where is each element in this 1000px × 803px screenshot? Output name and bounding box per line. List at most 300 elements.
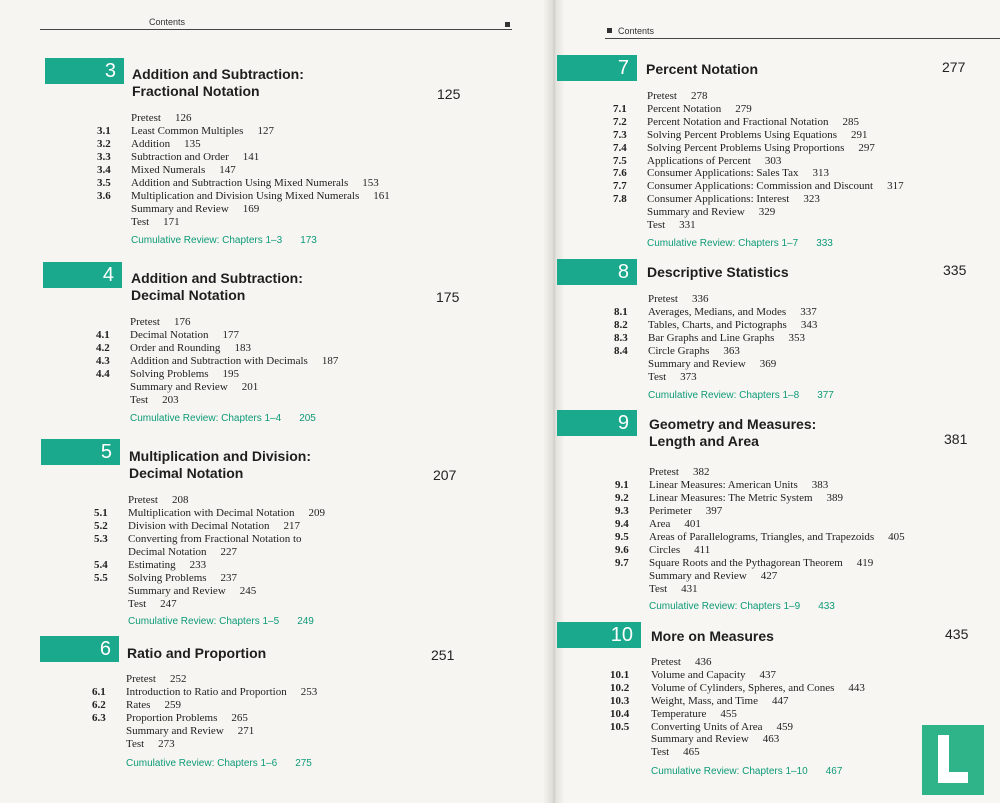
cumulative-review-link[interactable] xyxy=(648,390,834,401)
section-title xyxy=(651,733,779,746)
chapter-number: 5 xyxy=(100,441,112,463)
section-title-text: Decimal Notation xyxy=(130,329,209,341)
chapter-number-bar xyxy=(41,439,120,465)
chapter-page-number: 381 xyxy=(944,431,968,447)
chapter-title[interactable]: Decimal Notation xyxy=(131,287,246,303)
section-page-number: 323 xyxy=(803,193,820,206)
section-page-number: 279 xyxy=(735,102,752,115)
section-title-text: Proportion Problems xyxy=(126,712,218,724)
chapter-number: 8 xyxy=(617,261,629,283)
section-page-number: 443 xyxy=(848,681,865,694)
section-title xyxy=(651,721,793,734)
section-page-number: 465 xyxy=(683,746,700,759)
cumulative-review-link[interactable] xyxy=(131,235,317,246)
l-logo-icon xyxy=(922,725,984,795)
section-title-text: Test xyxy=(128,598,147,610)
section-number: 5.3 xyxy=(94,533,108,545)
toc-entry[interactable] xyxy=(0,746,700,759)
section-page-number: 227 xyxy=(220,546,238,558)
section-title-text: Circle Graphs xyxy=(648,345,710,357)
section-page-number: 265 xyxy=(231,712,248,724)
section-page-number: 259 xyxy=(164,699,181,711)
section-title xyxy=(131,177,379,190)
cumulative-review-page: 205 xyxy=(299,413,316,424)
cumulative-review-link[interactable] xyxy=(649,601,835,612)
section-title-text: Percent Notation xyxy=(647,102,722,115)
section-page-number: 195 xyxy=(222,368,240,380)
section-title-text: Subtraction and Order xyxy=(131,151,229,163)
section-number: 9.1 xyxy=(615,479,629,491)
section-title xyxy=(128,494,188,507)
section-title xyxy=(648,371,697,384)
section-title-text: Pretest xyxy=(131,112,161,124)
section-title-text: Estimating xyxy=(128,559,176,571)
section-page-number: 459 xyxy=(776,720,794,733)
section-page-number: 369 xyxy=(759,358,777,370)
section-page-number: 209 xyxy=(308,507,325,519)
section-title xyxy=(648,358,776,371)
section-title-text: Perimeter xyxy=(649,505,692,517)
section-title xyxy=(130,381,258,394)
section-number: 10.4 xyxy=(610,707,630,720)
section-title-text: Linear Measures: The Metric System xyxy=(649,492,813,504)
section-title xyxy=(126,725,254,738)
section-title xyxy=(649,544,710,557)
chapter-number-bar xyxy=(557,259,637,285)
chapter-page-number: 277 xyxy=(942,59,966,75)
section-number: 10.5 xyxy=(610,720,630,733)
section-title-text: Order and Rounding xyxy=(130,342,221,354)
section-title xyxy=(649,583,698,596)
section-title-text: Percent Notation and Fractional Notation xyxy=(647,115,829,128)
chapter-number-bar xyxy=(45,58,124,84)
section-title-text: Pretest xyxy=(649,466,679,478)
section-page-number: 252 xyxy=(169,673,187,685)
cumulative-review-label: Cumulative Review: Chapters 1–4 xyxy=(130,413,282,424)
section-title xyxy=(649,518,701,531)
section-title xyxy=(128,572,237,585)
section-number: 3.2 xyxy=(97,138,111,150)
section-page-number: 271 xyxy=(237,725,255,737)
section-page-number: 176 xyxy=(173,316,191,328)
chapter-number: 9 xyxy=(617,412,629,434)
section-number: 8.4 xyxy=(614,345,628,357)
chapter-title[interactable]: Percent Notation xyxy=(646,61,759,77)
section-page-number: 245 xyxy=(239,585,257,597)
section-title-text: Pretest xyxy=(648,293,678,305)
logo-letter xyxy=(938,735,968,783)
section-title-text: Summary and Review xyxy=(649,570,747,582)
section-page-number: 153 xyxy=(362,177,379,189)
chapter-page-number: 435 xyxy=(945,626,969,642)
toc-entry[interactable] xyxy=(0,306,817,319)
section-number: 6.3 xyxy=(92,712,106,724)
chapter-title[interactable]: Ratio and Proportion xyxy=(127,645,267,661)
cumulative-review-link[interactable] xyxy=(128,616,314,627)
section-title xyxy=(128,520,300,533)
section-number: 7.6 xyxy=(613,167,627,180)
section-title xyxy=(649,479,828,492)
section-title-text: Pretest xyxy=(128,494,158,506)
chapter-page-number: 207 xyxy=(433,467,457,483)
section-number: 6.2 xyxy=(92,699,106,711)
section-number: 5.4 xyxy=(94,559,108,571)
section-page-number: 317 xyxy=(887,180,904,193)
section-title xyxy=(131,112,191,125)
section-title xyxy=(648,332,805,345)
section-title-text: Pretest xyxy=(647,90,677,102)
chapter-number: 10 xyxy=(610,624,633,646)
cumulative-review-label: Cumulative Review: Chapters 1–6 xyxy=(126,758,278,769)
cumulative-review-label: Cumulative Review: Chapters 1–10 xyxy=(651,766,808,777)
section-title xyxy=(651,682,865,695)
cumulative-review-page: 467 xyxy=(825,766,843,777)
section-page-number: 303 xyxy=(764,154,782,167)
chapter-title[interactable]: Geometry and Measures: xyxy=(649,416,817,432)
section-title-text: Addition and Subtraction Using Mixed Numerals xyxy=(131,177,349,189)
section-number: 4.2 xyxy=(96,342,110,354)
section-title xyxy=(649,492,843,505)
chapter-title[interactable]: Descriptive Statistics xyxy=(647,264,789,280)
chapter-title[interactable]: Fractional Notation xyxy=(132,83,260,99)
section-page-number: 126 xyxy=(174,112,192,124)
toc-entry[interactable] xyxy=(0,479,829,492)
section-number: 9.2 xyxy=(615,492,629,504)
chapter-number-bar xyxy=(557,410,637,436)
section-page-number: 127 xyxy=(257,125,274,137)
header-square-left xyxy=(505,22,510,27)
section-number: 3.3 xyxy=(97,151,111,163)
section-title-text: Addition xyxy=(131,138,171,150)
section-page-number: 237 xyxy=(220,572,238,584)
section-page-number: 169 xyxy=(242,203,260,215)
chapter-number: 3 xyxy=(104,60,116,82)
section-title-text: Converting Units of Area xyxy=(651,720,763,733)
section-title xyxy=(649,531,905,544)
section-page-number: 437 xyxy=(759,668,776,681)
section-number: 7.1 xyxy=(613,102,627,115)
section-page-number: 373 xyxy=(680,371,697,383)
section-page-number: 187 xyxy=(321,355,339,367)
chapter-page-number: 125 xyxy=(437,86,461,102)
section-title xyxy=(131,138,201,151)
section-title-text: Applications of Percent xyxy=(647,154,751,167)
section-page-number: 463 xyxy=(762,733,780,746)
section-title-text: Pretest xyxy=(130,316,160,328)
section-title xyxy=(648,306,817,319)
cumulative-review-link[interactable] xyxy=(651,766,842,777)
section-number: 9.7 xyxy=(615,557,629,569)
section-page-number: 217 xyxy=(283,520,300,532)
section-title-text: Summary and Review xyxy=(651,733,749,746)
section-title xyxy=(649,570,777,583)
section-number: 10.2 xyxy=(610,681,630,694)
chapter-title[interactable]: Addition and Subtraction: xyxy=(131,270,303,286)
section-number: 5.5 xyxy=(94,572,108,584)
section-title-text: Least Common Multiples xyxy=(131,125,244,137)
section-page-number: 253 xyxy=(300,686,318,698)
chapter-number-bar xyxy=(557,622,641,648)
section-title xyxy=(651,669,776,682)
section-title-text: Volume of Cylinders, Spheres, and Cones xyxy=(651,681,835,694)
section-number: 3.1 xyxy=(97,125,111,137)
running-head-right: Contents xyxy=(618,26,655,36)
cumulative-review-page: 377 xyxy=(817,390,834,401)
header-rule-left xyxy=(40,29,512,30)
section-page-number: 147 xyxy=(219,164,236,176)
section-title xyxy=(651,695,788,708)
header-rule-right xyxy=(605,38,1000,39)
section-title xyxy=(647,90,707,103)
section-title xyxy=(130,316,190,329)
section-title-text: Summary and Review xyxy=(648,358,746,370)
section-title xyxy=(647,180,904,193)
section-title-text: Summary and Review xyxy=(647,206,745,219)
section-title xyxy=(649,557,873,570)
section-page-number: 401 xyxy=(684,518,701,530)
section-number: 8.1 xyxy=(614,306,628,318)
section-page-number: 297 xyxy=(858,141,875,154)
section-page-number: 353 xyxy=(788,332,805,344)
section-title-text: Rates xyxy=(126,699,151,711)
section-title xyxy=(126,738,175,751)
section-title-text: Test xyxy=(648,371,667,383)
section-title-text: Weight, Mass, and Time xyxy=(651,694,758,707)
section-title xyxy=(647,129,868,142)
toc-entry[interactable] xyxy=(0,394,179,407)
section-page-number: 383 xyxy=(811,479,829,491)
cumulative-review-link[interactable] xyxy=(126,758,312,769)
section-title xyxy=(647,193,820,206)
section-title xyxy=(130,329,239,342)
section-number: 4.4 xyxy=(96,368,110,380)
section-page-number: 203 xyxy=(162,394,179,406)
section-title-text: Solving Percent Problems Using Equations xyxy=(647,128,838,141)
section-page-number: 247 xyxy=(160,598,177,610)
section-title xyxy=(647,219,696,232)
section-title xyxy=(651,656,711,669)
section-page-number: 431 xyxy=(681,583,698,595)
section-title-text: Consumer Applications: Interest xyxy=(647,193,790,206)
section-title-text: Areas of Parallelograms, Triangles, and Trapezoids xyxy=(649,531,875,543)
section-page-number: 161 xyxy=(373,190,390,202)
chapter-page-number: 335 xyxy=(943,262,967,278)
section-title-text: Test xyxy=(131,216,150,228)
section-title xyxy=(647,142,875,155)
cumulative-review-link[interactable] xyxy=(647,238,833,249)
section-title-text: Test xyxy=(647,219,666,231)
section-title xyxy=(128,507,325,520)
section-page-number: 389 xyxy=(826,492,844,504)
section-title xyxy=(130,368,239,381)
section-title-text: Test xyxy=(126,738,145,750)
chapter-title[interactable]: Length and Area xyxy=(649,433,759,449)
section-number: 7.7 xyxy=(613,180,627,193)
section-number: 3.4 xyxy=(97,164,111,176)
section-title-text: Division with Decimal Notation xyxy=(128,520,270,532)
section-page-number: 427 xyxy=(760,570,778,582)
section-title xyxy=(128,559,206,572)
section-title xyxy=(651,708,737,721)
section-title-text: Averages, Medians, and Modes xyxy=(648,306,787,318)
section-title xyxy=(651,746,700,759)
section-title xyxy=(647,155,781,168)
toc-entry[interactable] xyxy=(0,656,712,669)
section-number: 8.2 xyxy=(614,319,628,331)
section-number: 7.4 xyxy=(613,141,627,154)
section-title xyxy=(128,598,177,611)
chapter-title[interactable]: Decimal Notation xyxy=(129,465,244,481)
cumulative-review-label: Cumulative Review: Chapters 1–5 xyxy=(128,616,280,627)
section-title xyxy=(131,190,390,203)
section-title-text: Test xyxy=(130,394,149,406)
section-title xyxy=(648,293,708,306)
section-title-text: Area xyxy=(649,518,671,530)
section-title-text: Consumer Applications: Commission and Discount xyxy=(647,180,874,193)
section-title-text: Decimal Notation xyxy=(128,546,207,558)
section-page-number: 337 xyxy=(800,306,817,318)
running-head-left: Contents xyxy=(149,17,186,27)
cumulative-review-page: 333 xyxy=(816,238,833,249)
section-page-number: 291 xyxy=(851,128,868,141)
chapter-number-bar xyxy=(43,262,122,288)
chapter-number: 6 xyxy=(99,638,111,660)
section-title xyxy=(647,167,829,180)
section-title xyxy=(131,216,180,229)
section-title-text: Multiplication with Decimal Notation xyxy=(128,507,295,519)
section-page-number: 447 xyxy=(771,694,789,707)
section-number: 7.5 xyxy=(613,154,627,167)
cumulative-review-page: 433 xyxy=(818,601,835,612)
toc-entry[interactable] xyxy=(0,598,177,611)
chapter-page-number: 175 xyxy=(436,289,460,305)
section-number: 7.2 xyxy=(613,115,627,128)
section-title-text: Tables, Charts, and Pictographs xyxy=(648,319,787,331)
section-page-number: 201 xyxy=(241,381,259,393)
section-page-number: 171 xyxy=(163,216,180,228)
section-page-number: 397 xyxy=(705,505,723,517)
section-title xyxy=(131,203,259,216)
cumulative-review-page: 275 xyxy=(295,758,312,769)
section-title xyxy=(648,345,740,358)
section-title xyxy=(647,116,859,129)
section-title-text: Summary and Review xyxy=(128,585,226,597)
chapter-page-number: 251 xyxy=(431,647,455,663)
chapter-number-bar xyxy=(40,636,119,662)
section-page-number: 313 xyxy=(812,167,829,180)
section-page-number: 177 xyxy=(222,329,240,341)
section-title xyxy=(131,164,236,177)
section-page-number: 285 xyxy=(842,115,859,128)
section-page-number: 208 xyxy=(171,494,189,506)
section-title-text: Summary and Review xyxy=(126,725,224,737)
section-title-text: Solving Problems xyxy=(130,368,209,380)
cumulative-review-link[interactable] xyxy=(130,413,316,424)
section-page-number: 411 xyxy=(694,544,711,556)
section-title-text: Summary and Review xyxy=(131,203,229,215)
section-number: 8.3 xyxy=(614,332,628,344)
chapter-title[interactable]: Multiplication and Division: xyxy=(129,448,311,464)
section-title xyxy=(131,125,274,138)
section-page-number: 382 xyxy=(692,466,710,478)
section-title-text: Converting from Fractional Notation to xyxy=(128,533,302,545)
cumulative-review-label: Cumulative Review: Chapters 1–3 xyxy=(131,235,283,246)
section-title-text: Consumer Applications: Sales Tax xyxy=(647,167,799,180)
cumulative-review-label: Cumulative Review: Chapters 1–7 xyxy=(647,238,799,249)
section-page-number: 405 xyxy=(888,531,905,543)
section-number: 3.6 xyxy=(97,190,111,202)
section-page-number: 419 xyxy=(856,557,874,569)
section-page-number: 233 xyxy=(189,559,207,571)
section-number: 9.4 xyxy=(615,518,629,530)
section-title xyxy=(130,342,251,355)
cumulative-review-label: Cumulative Review: Chapters 1–8 xyxy=(648,390,800,401)
chapter-title[interactable]: Addition and Subtraction: xyxy=(132,66,304,82)
section-title-text: Test xyxy=(651,746,670,759)
section-title xyxy=(126,699,181,712)
section-page-number: 278 xyxy=(690,90,708,102)
section-title-text: Square Roots and the Pythagorean Theorem xyxy=(649,557,843,569)
cumulative-review-page: 249 xyxy=(297,616,314,627)
section-number: 9.5 xyxy=(615,531,629,543)
section-page-number: 183 xyxy=(234,342,251,354)
section-number: 6.1 xyxy=(92,686,106,698)
section-title xyxy=(130,394,179,407)
section-number: 4.1 xyxy=(96,329,110,341)
section-number: 4.3 xyxy=(96,355,110,367)
section-page-number: 343 xyxy=(800,319,818,331)
section-title-text: Linear Measures: American Units xyxy=(649,479,798,491)
section-number: 9.3 xyxy=(615,505,629,517)
section-number: 7.3 xyxy=(613,128,627,141)
section-number: 5.1 xyxy=(94,507,108,519)
section-number: 5.2 xyxy=(94,520,108,532)
section-title-text: Summary and Review xyxy=(130,381,228,393)
cumulative-review-page: 173 xyxy=(300,235,317,246)
section-title xyxy=(126,712,248,725)
section-page-number: 436 xyxy=(694,656,712,668)
section-title-text: Temperature xyxy=(651,707,707,720)
section-page-number: 336 xyxy=(691,293,709,305)
section-title xyxy=(126,686,317,699)
chapter-title[interactable]: More on Measures xyxy=(651,628,774,644)
section-title-text: Test xyxy=(649,583,668,595)
section-title xyxy=(131,151,259,164)
section-title xyxy=(649,505,722,518)
section-number: 10.1 xyxy=(610,668,630,681)
section-title xyxy=(647,103,752,116)
section-title-text: Multiplication and Division Using Mixed Numerals xyxy=(131,190,360,202)
section-title xyxy=(128,585,256,598)
section-number: 7.8 xyxy=(613,193,627,206)
section-title xyxy=(128,533,316,546)
section-page-number: 273 xyxy=(158,738,175,750)
chapter-number: 4 xyxy=(102,264,114,286)
section-title xyxy=(128,546,237,559)
section-title-text: Solving Problems xyxy=(128,572,207,584)
section-title xyxy=(649,466,709,479)
toc-entry[interactable] xyxy=(0,102,752,116)
section-page-number: 455 xyxy=(720,707,737,720)
cumulative-review-label: Cumulative Review: Chapters 1–9 xyxy=(649,601,801,612)
header-square-right xyxy=(607,28,612,33)
section-page-number: 331 xyxy=(679,219,696,231)
section-title xyxy=(130,355,338,368)
section-page-number: 135 xyxy=(184,138,201,150)
section-title xyxy=(126,673,186,686)
section-number: 10.3 xyxy=(610,694,630,707)
section-title-text: Volume and Capacity xyxy=(651,668,746,681)
